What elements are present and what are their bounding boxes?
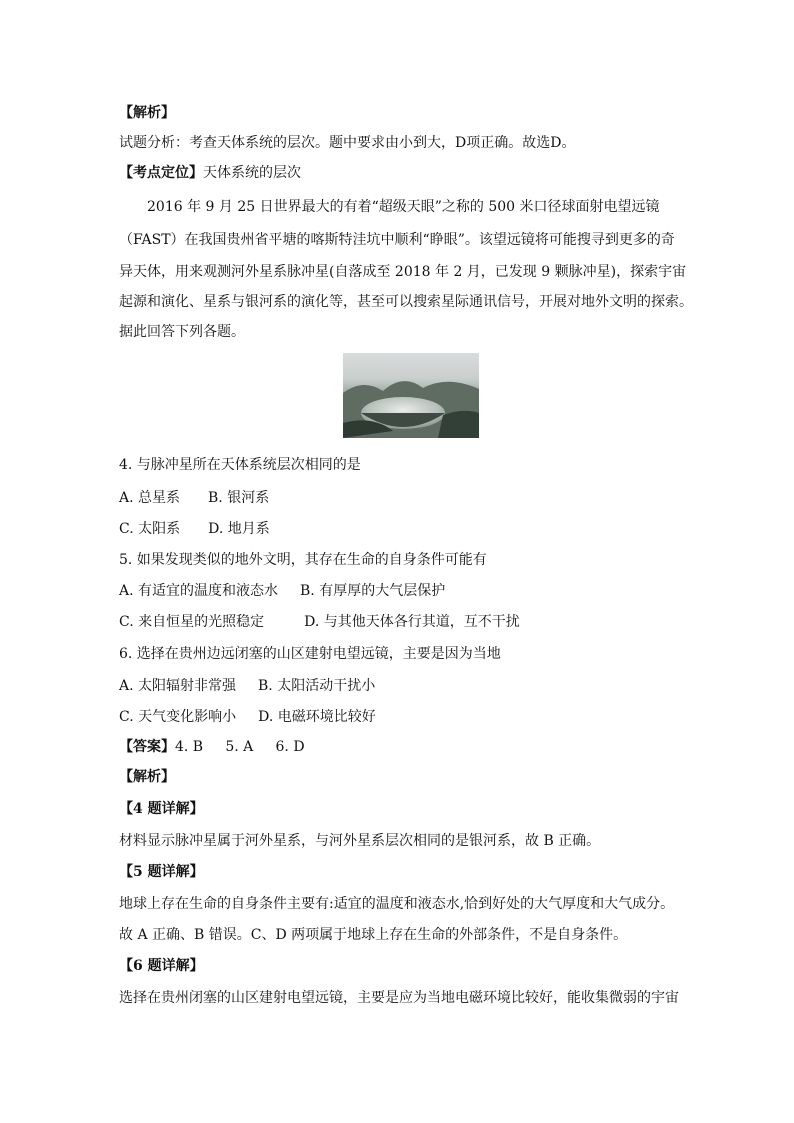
detail-6-text: 选择在贵州闭塞的山区建射电望远镜，主要是应为当地电磁环境比较好，能收集微弱的宇宙: [119, 990, 679, 1006]
answer-label: 【答案】: [119, 739, 175, 755]
q4-option-d: D. 地月系: [208, 521, 270, 537]
passage-line-4: 起源和演化、星系与银河系的演化等，甚至可以搜索星际通讯信号，开展对地外文明的探索。: [119, 294, 693, 310]
answer-text: 4. B 5. A 6. D: [175, 739, 305, 755]
question-6-options-row-2: [119, 707, 376, 727]
q4-option-b: B. 银河系: [208, 490, 270, 506]
question-5-options-row-1: [119, 581, 445, 601]
q5-option-d: D. 与其他天体各行其道，互不干扰: [304, 614, 520, 630]
question-6: 6. 选择在贵州边远闭塞的山区建射电望远镜，主要是因为当地: [119, 646, 501, 662]
kaodian-label: 【考点定位】: [119, 165, 203, 181]
q5-option-b: B. 有厚厚的大气层保护: [300, 583, 446, 599]
detail-4-heading: 【4 题详解】: [119, 801, 204, 817]
passage-line-3: 异天体，用来观测河外星系脉冲星(自落成至 2018 年 2 月，已发现 9 颗脉冲星)，探索宇宙: [119, 264, 687, 280]
detail-6-heading: 【6 题详解】: [119, 958, 204, 974]
question-6-options-row-1: [119, 676, 375, 696]
fast-telescope-photo: [343, 353, 479, 438]
passage-line-2: （FAST）在我国贵州省平塘的喀斯特洼坑中顺利“睁眼”。该望远镜将可能搜寻到更多的奇: [119, 232, 675, 248]
jiexi-heading-2: 【解析】: [119, 769, 175, 785]
kaodian-line: [119, 163, 301, 183]
detail-5-text-2: 故 A 正确、B 错误。C、D 两项属于地球上存在生命的外部条件，不是自身条件。: [119, 927, 628, 943]
q6-option-a: A. 太阳辐射非常强: [119, 678, 237, 694]
q5-option-a: A. 有适宜的温度和液态水: [119, 583, 279, 599]
jiexi-heading: 【解析】: [119, 105, 175, 121]
question-4-options-row-2: [119, 519, 270, 539]
passage-line-1: 2016 年 9 月 25 日世界最大的有着“超级天眼”之称的 500 米口径球面射电望远镜: [147, 199, 660, 215]
question-5: 5. 如果发现类似的地外文明，其存在生命的自身条件可能有: [119, 552, 487, 568]
q6-option-b: B. 太阳活动干扰小: [258, 678, 376, 694]
q4-option-a: A. 总星系: [119, 490, 181, 506]
passage-line-5: 据此回答下列各题。: [119, 324, 245, 340]
question-5-options-row-2: [119, 612, 520, 632]
q5-option-c: C. 来自恒星的光照稳定: [119, 614, 265, 630]
telescope-illustration: [343, 353, 479, 438]
analysis-text: 试题分析：考查天体系统的层次。题中要求由小到大，D项正确。故选D。: [119, 135, 576, 151]
detail-5-heading: 【5 题详解】: [119, 864, 204, 880]
question-4: 4. 与脉冲星所在天体系统层次相同的是: [119, 457, 361, 473]
answer-line: [119, 737, 305, 757]
q6-option-d: D. 电磁环境比较好: [258, 709, 376, 725]
detail-5-text-1: 地球上存在生命的自身条件主要有:适宜的温度和液态水,恰到好处的大气厚度和大气成分。: [119, 896, 675, 912]
detail-4-text: 材料显示脉冲星属于河外星系，与河外星系层次相同的是银河系，故 B 正确。: [119, 833, 601, 849]
kaodian-text: 天体系统的层次: [203, 165, 301, 181]
question-4-options-row-1: [119, 488, 269, 508]
q4-option-c: C. 太阳系: [119, 521, 181, 537]
q6-option-c: C. 天气变化影响小: [119, 709, 237, 725]
